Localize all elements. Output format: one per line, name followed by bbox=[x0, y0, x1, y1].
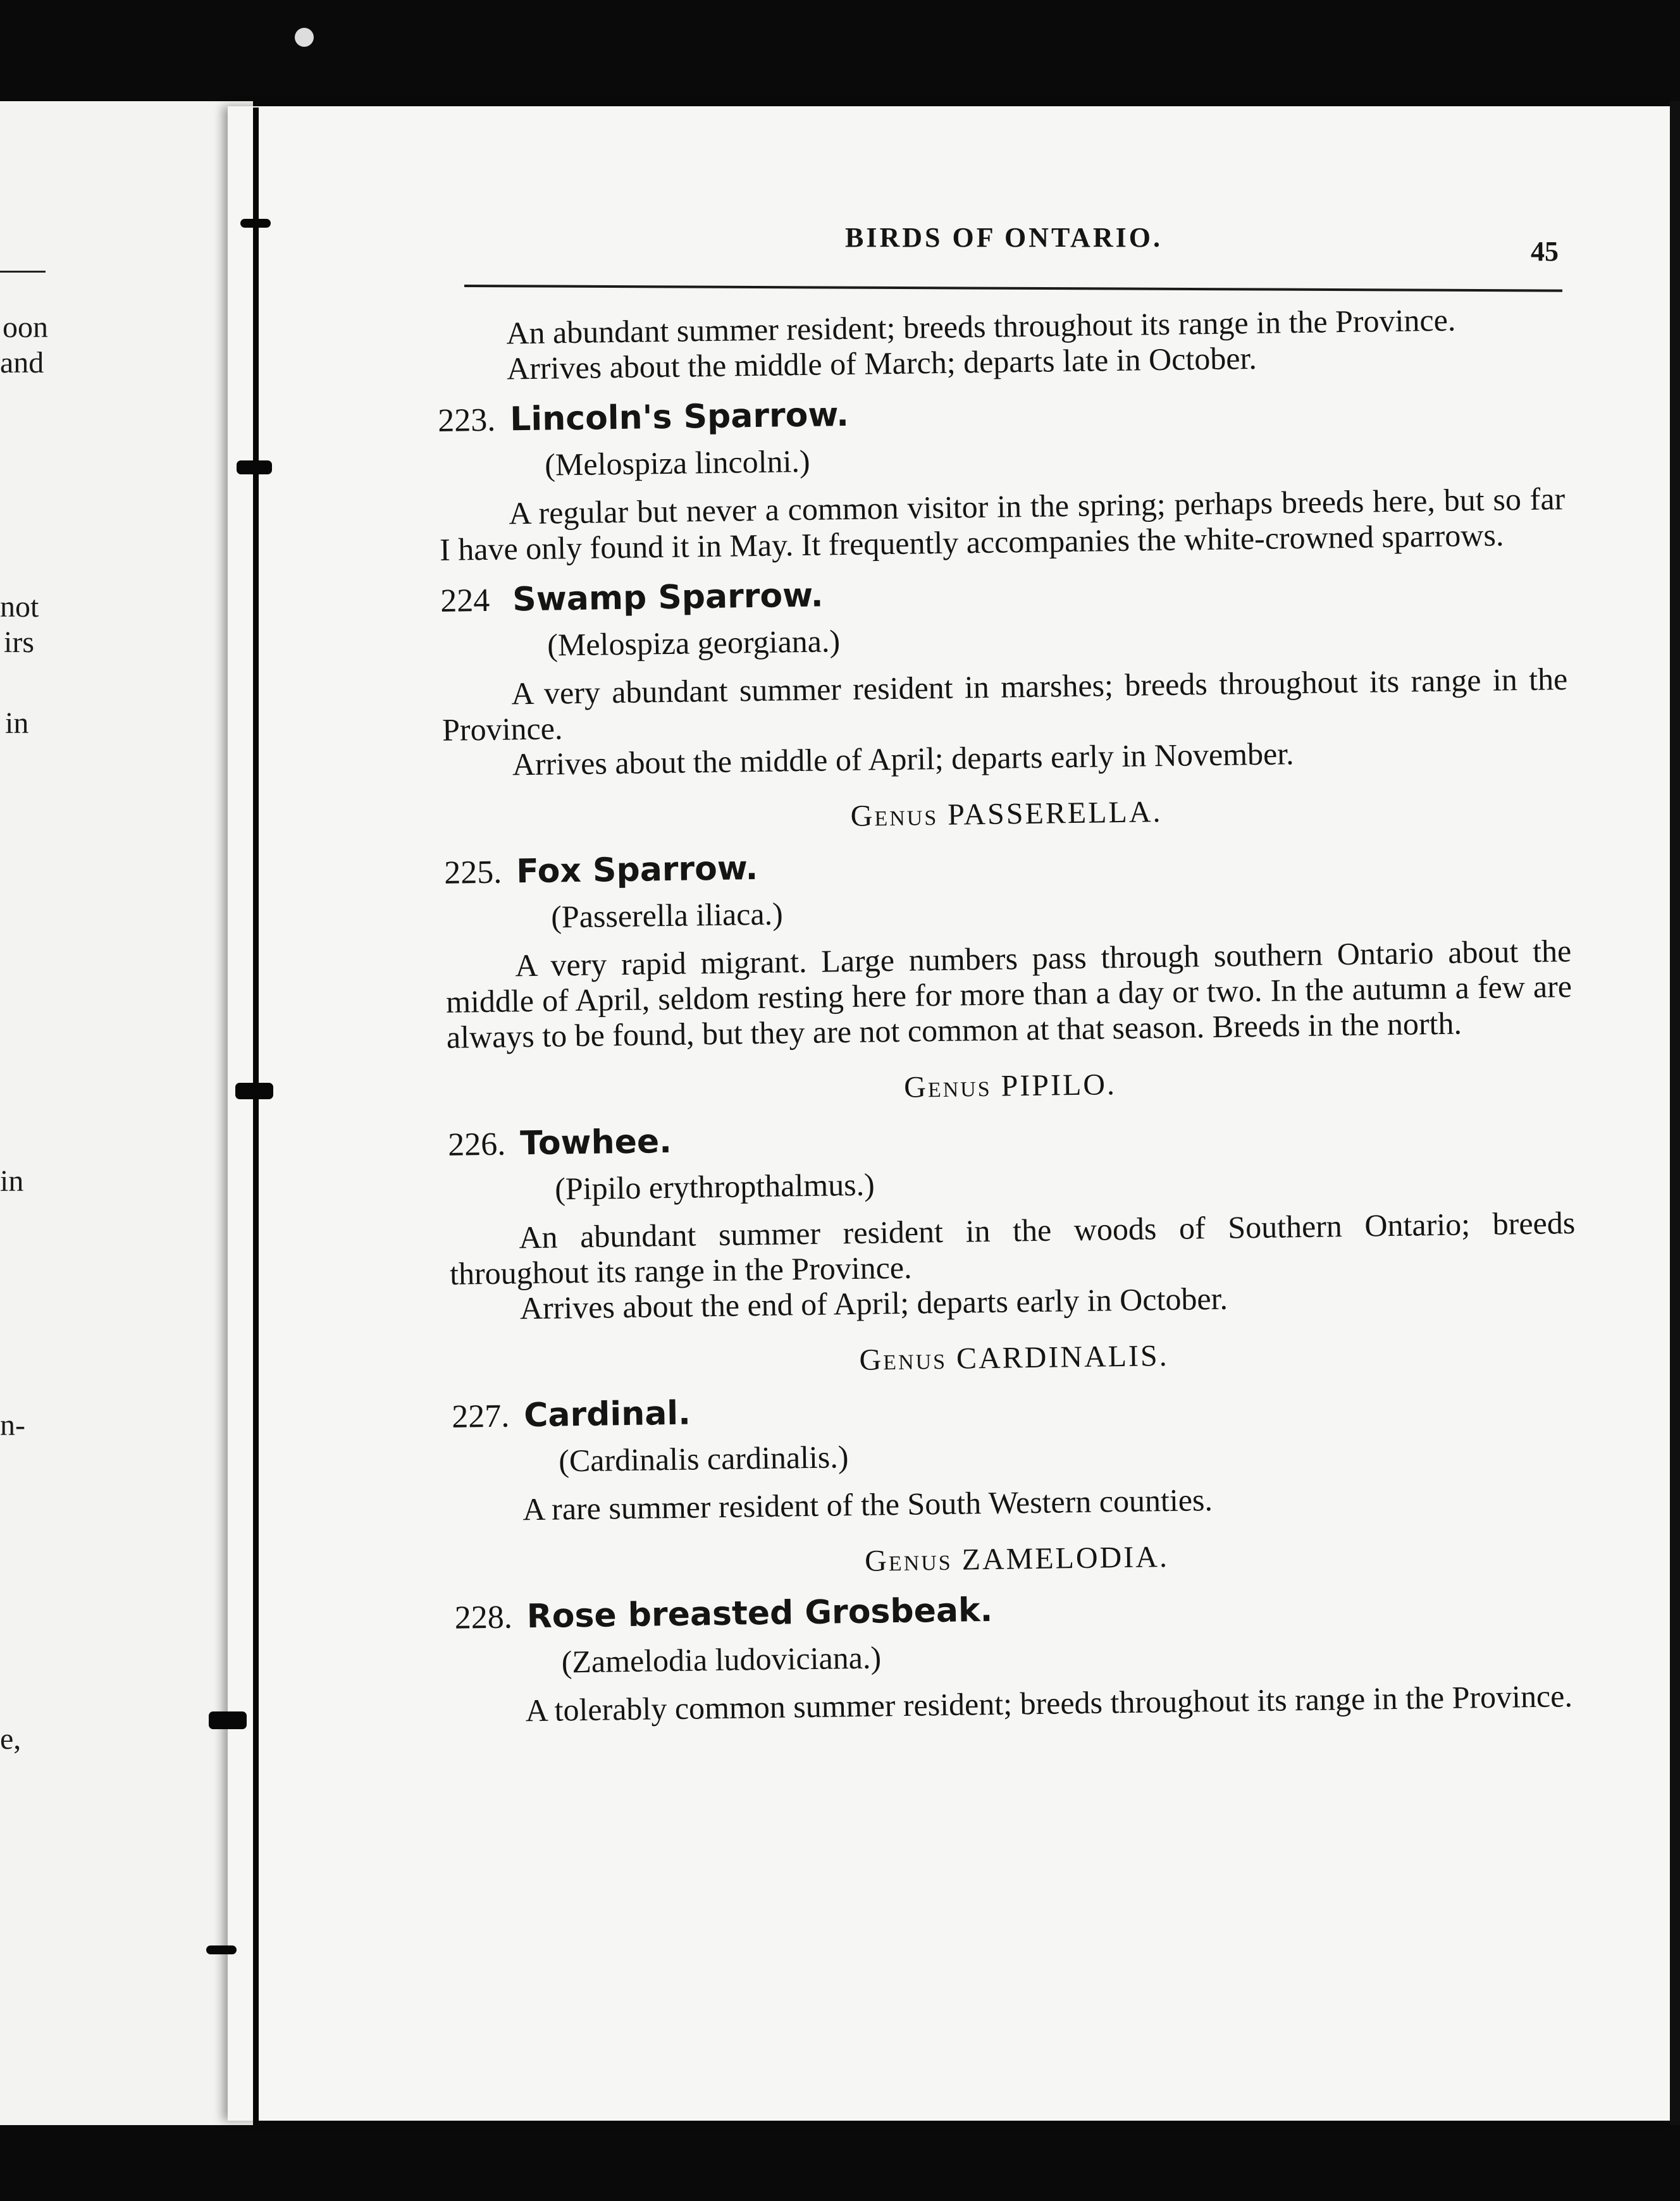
intro-paragraph: An abundant summer resident; breeds throughout its range in the Province. bbox=[505, 302, 1456, 351]
left-page-fragment: in bbox=[0, 1164, 24, 1198]
genus-name: PIPILO. bbox=[1001, 1068, 1117, 1103]
species-heading bbox=[454, 1582, 1581, 1638]
species-description: A tolerably common summer resident; breeds throughout its range in the Province. bbox=[525, 1678, 1573, 1729]
species-description: Arrives about the middle of April; departs early in November. bbox=[512, 736, 1294, 782]
binding-spine bbox=[253, 108, 259, 2125]
species-name: Rose breasted Grosbeak. bbox=[526, 1591, 993, 1636]
species-name: Towhee. bbox=[519, 1122, 672, 1163]
page-body bbox=[436, 300, 1582, 1741]
genus-heading bbox=[451, 1333, 1578, 1383]
species-heading bbox=[444, 837, 1571, 893]
binding-stitch bbox=[206, 1945, 237, 1954]
page-edge-shadow bbox=[1670, 101, 1680, 2125]
species-description: A very abundant summer resident in marshes; breeds throughout its range in the Province. bbox=[442, 661, 1568, 748]
genus-label: Genus bbox=[850, 798, 939, 833]
species-number: 225. bbox=[443, 854, 502, 891]
species-number: 228. bbox=[454, 1599, 513, 1636]
binding-stitch bbox=[235, 1083, 273, 1099]
genus-heading bbox=[443, 789, 1570, 839]
latin-name: (Zamelodia ludoviciana.) bbox=[561, 1639, 882, 1680]
page-number: 45 bbox=[1531, 236, 1559, 267]
species-number: 227. bbox=[451, 1398, 510, 1435]
species-heading bbox=[440, 565, 1567, 621]
previous-page-edge bbox=[0, 101, 253, 2125]
running-header: BIRDS OF ONTARIO. bbox=[845, 222, 1163, 253]
genus-name: ZAMELODIA. bbox=[961, 1540, 1170, 1577]
left-page-fragment: n- bbox=[0, 1409, 25, 1442]
left-page-fragment: and bbox=[0, 346, 44, 379]
species-description: A very rapid migrant. Large numbers pass through southern Ontario about the middle of April, seldom resting here for more than a day or two. In the autumn a few are always to be found, but they are not common at that season. Breeds in the north. bbox=[445, 933, 1572, 1055]
latin-name: (Melospiza georgiana.) bbox=[547, 623, 841, 663]
genus-heading bbox=[447, 1061, 1574, 1111]
binding-stitch bbox=[237, 460, 272, 474]
latin-name: (Cardinalis cardinalis.) bbox=[558, 1439, 849, 1479]
species-name: Lincoln's Sparrow. bbox=[509, 395, 849, 439]
genus-heading bbox=[454, 1534, 1580, 1584]
previous-page-rule bbox=[0, 271, 46, 273]
genus-name: CARDINALIS. bbox=[956, 1338, 1169, 1376]
species-number: 226. bbox=[447, 1126, 506, 1163]
intro-paragraph: Arrives about the middle of March; departs late in October. bbox=[506, 340, 1257, 386]
left-page-fragment: in bbox=[5, 706, 29, 740]
species-number: 223. bbox=[437, 402, 496, 439]
genus-label: Genus bbox=[859, 1341, 948, 1377]
latin-name: (Passerella iliaca.) bbox=[550, 896, 784, 935]
species-description: A regular but never a common visitor in the spring; perhaps breeds here, but so far I have only found it in May. It frequently accompanies the white-crowned sparrows. bbox=[439, 481, 1566, 567]
species-heading bbox=[452, 1381, 1578, 1437]
latin-name: (Pipilo erythropthalmus.) bbox=[554, 1166, 875, 1207]
left-page-fragment: e, bbox=[0, 1722, 22, 1756]
left-page-fragment: oon bbox=[3, 311, 48, 344]
species-name: Cardinal. bbox=[523, 1394, 691, 1435]
binding-stitch bbox=[209, 1711, 247, 1729]
latin-name: (Melospiza lincolni.) bbox=[544, 443, 810, 483]
left-page-fragment: not bbox=[0, 590, 39, 624]
species-description: An abundant summer resident in the woods of Southern Ontario; breeds throughout its range in the Province. bbox=[449, 1205, 1576, 1292]
species-description: A rare summer resident of the South Western counties. bbox=[522, 1482, 1213, 1527]
binding-stitch bbox=[240, 219, 271, 228]
species-name: Swamp Sparrow. bbox=[512, 576, 824, 619]
species-heading bbox=[448, 1109, 1574, 1165]
species-heading bbox=[438, 385, 1564, 441]
species-number: 224 bbox=[440, 582, 490, 619]
genus-label: Genus bbox=[864, 1543, 953, 1578]
species-name: Fox Sparrow. bbox=[516, 849, 758, 891]
dust-speck bbox=[295, 28, 314, 47]
left-page-fragment: irs bbox=[4, 626, 34, 659]
genus-label: Genus bbox=[903, 1069, 992, 1104]
genus-name: PASSERELLA. bbox=[947, 795, 1163, 832]
species-description: Arrives about the end of April; departs early in October. bbox=[519, 1280, 1228, 1326]
